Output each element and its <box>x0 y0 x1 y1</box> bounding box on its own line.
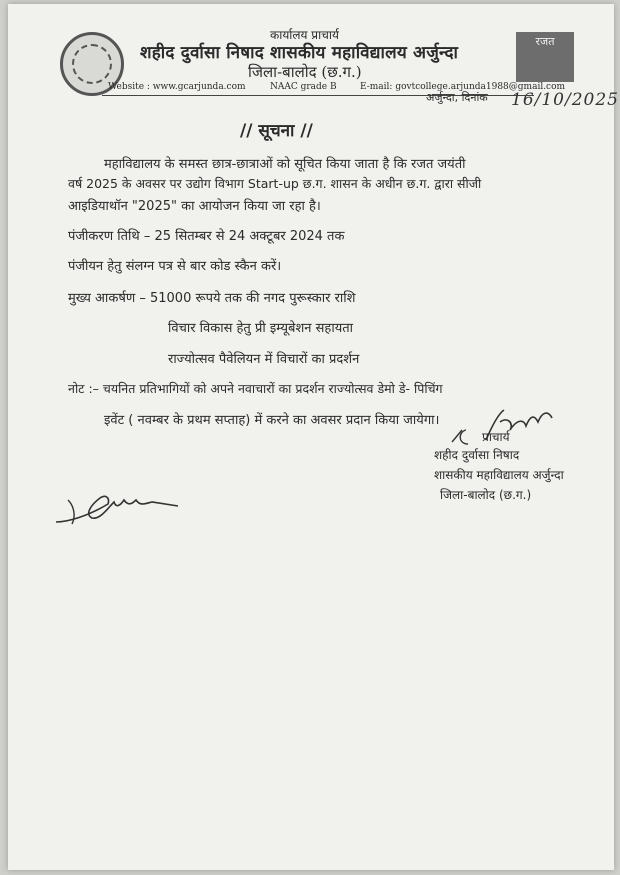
email-text: E-mail: govtcollege.arjunda1988@gmail.com <box>360 82 566 92</box>
silver-jubilee-logo-icon <box>516 32 574 82</box>
handwritten-date: 16/10/2025 <box>511 90 619 110</box>
district-line: जिला-बालोद (छ.ग.) <box>248 63 362 81</box>
note-line: नोट :– चयनित प्रतिभागियों को अपने नवाचारों का प्रदर्शन राज्योत्सव डेमो डे- पिचिंग <box>68 381 443 396</box>
attraction-item: विचार विकास हेतु प्री इम्यूबेशन सहायता <box>168 321 354 336</box>
signature-institution: शासकीय महाविद्यालय अर्जुन्दा <box>434 468 564 482</box>
website-text: Website : www.gcarjunda.com <box>108 82 246 92</box>
office-title: कार्यालय प्राचार्य <box>270 28 339 42</box>
notice-document <box>8 4 619 870</box>
notice-line: आइडियाथॉन "2025" का आयोजन किया जा रहा है। <box>68 199 321 214</box>
notice-line: वर्ष 2025 के अवसर पर उद्योग विभाग Start-up छ.ग. शासन के अधीन छ.ग. द्वारा सीजी <box>68 176 482 191</box>
college-name: शहीद दुर्वासा निषाद शासकीय महाविद्यालय अर्जुन्दा <box>140 43 459 63</box>
main-attraction-line: मुख्य आकर्षण – 51000 रूपये तक की नगद पुरूस्कार राशि <box>68 291 356 306</box>
scan-instruction-line: पंजीयन हेतु संलग्न पत्र से बार कोड स्कैन करें। <box>68 259 282 274</box>
registration-date-line: पंजीकरण तिथि – 25 सितम्बर से 24 अक्टूबर 2024 तक <box>68 229 345 244</box>
attraction-item: राज्योत्सव पैवेलियन में विचारों का प्रदर्शन <box>168 352 360 367</box>
signature-title: प्राचार्य <box>482 430 510 444</box>
note-line: इवेंट ( नवम्बर के प्रथम सप्ताह) में करने का अवसर प्रदान किया जायेगा। <box>104 413 440 428</box>
notice-line: महाविद्यालय के समस्त छात्र-छात्राओं को सूचित किया जाता है कि रजत जयंती <box>104 157 466 172</box>
silver-jubilee-logo-text: रजत <box>535 35 555 48</box>
naac-grade: NAAC grade B <box>270 82 337 92</box>
place-label: अर्जुन्दा, दिनांक <box>426 91 488 104</box>
left-signature-icon <box>48 482 198 532</box>
signature-college: शहीद दुर्वासा निषाद <box>434 448 520 462</box>
signature-district: जिला-बालोद (छ.ग.) <box>440 488 532 502</box>
notice-heading: // सूचना // <box>240 121 313 141</box>
